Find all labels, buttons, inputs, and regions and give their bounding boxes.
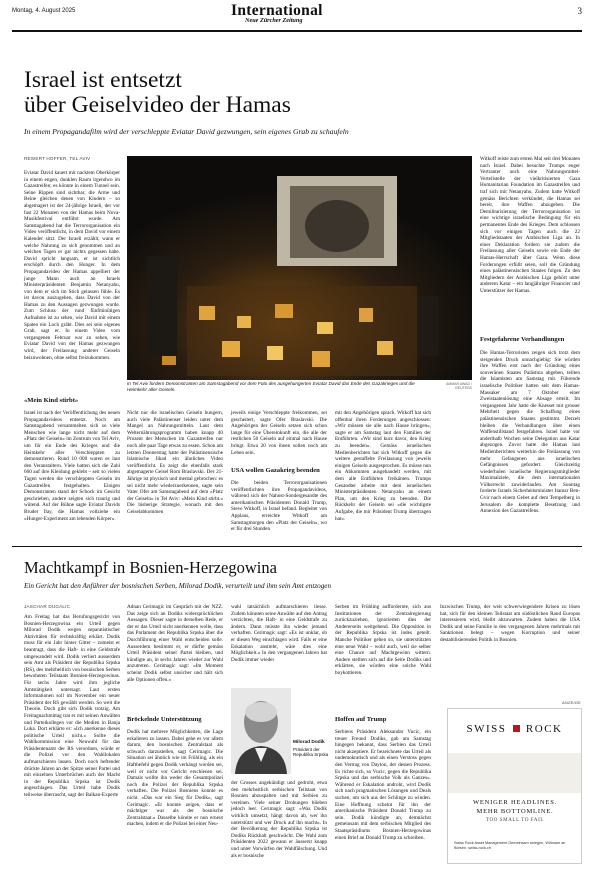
dodik-portrait — [231, 688, 331, 776]
ad-line1: WENIGER HEADLINES. — [472, 799, 558, 806]
section-title: International — [231, 2, 323, 19]
article1-headline-line2: über Geiselvideo der Hamas — [24, 92, 291, 118]
article2-col2-heading: Bröckelnde Unterstützung — [127, 716, 202, 723]
masthead-rule — [12, 30, 582, 32]
ad-image-block — [448, 753, 581, 793]
article1-col1-bottom: Israel ist nach der Veröffentlichung des neuen Propagandavideos entsetzt. Noch am Samstagabend versammelten sich so viele Menschen wie lange nicht mehr auf dem «Platz der Geiseln» im Zentrum von Tel Aviv, um für ein Ende des Krieges und die Heimkehr aller Verschleppten zu demonstrieren. Rund 10 000 waren es laut den Veranstaltern. Viele hatten sich die Zahl 660 auf ihre Kleidung geklebt – seit so vielen Tagen werden die verschleppten Geiseln im Gazastreifen festgehalten. Einigen Demonstranten stand der Schock im Gesicht geschrieben, andere zeigten sich traurig und wütend. Auf der Bühne sagte Eviatar Davids Bruder Ilay, die Hamas vollziehe ein «Hunger-Experiment am lebenden Körper». — [24, 410, 120, 522]
article2-col5: Inzwischen Trump, der weit schwerwiegendere Krisen zu lösen hat, sich für den kleinen Teilstaat am südöstlichen Rand Europas interessieren wird, bleibt abzuwarten. Zudem haben die USA Dodik und seine Familie in den vergangenen Jahren mehrmals mit Sanktionen belegt – wegen Korruption und seiner destabilisierenden Politik in Bosnien. — [440, 604, 580, 643]
article2-col4: Serben im Frühling auffordernte, sich aus Institutionen der Zentralregierung zurückzuziehen, ignorierten dies der Andererseits weitgehend. Die Opposition in der Republika Srpska ist indes geteilt. Manche Politiker gehen so, sie unterstützten eine neue Wahl – wohl auch, weil sie selber eine Chance auf Machtgewinn wittern. Andere stellten sich auf die Seite Dodiks und erklärten, sie würden eine solche Wahl boykottieren. — [335, 604, 431, 676]
ad-text-block — [454, 799, 576, 823]
article2-col1: Am Freitag hat das Berufungsgericht von Bosnien-Herzegowina ein Urteil gegen Milorad Dodik wegen separatistischer Aktivitäten für rechtskräftig erklärt. Dodik muss für ein Jahr hinter Gitter – zumeist er beantragt, dass die Haft- in eine Geldstrafe umgewandelt wird. Dodik verliert ausserdem sein Amt als Präsident der Republika Srpska (RS), des mehrheitlich von bosnischen Serben bewohnten Teilstaats Bosnien-Herzegowinas. Für sechs Jahre wird ihm jegliche Amtstätigkeit untersagt. Laut ersten Informationen soll im November ein neuer Präsident der RS gewählt werden. So weit die Theorie. Doch gibt sich Dodik trotzig. Am Freitagnachmittag trat er mit seinen Anwälten und Parteikollegen vor die Medien in Banja Luka. Dort erklärte er: «Ich anerkenne dieses politische Urteil nicht.» Sollte die Wahlkommission eine Neuwahl für das Präsidentenamt der RS verordnen, würde er die Polizei vor den Wahllokalen aufmarschieren lassen. Doch noch heftender drückte Jahren an der Spitze seiner Partei und mit einzelnen Unterbrüchen auch der Macht in der Republika Srpska ist Dodik angeschlagen. Das Urteil habe Dodik teilweise überrascht, sagt der Balkan-Experte — [24, 614, 120, 799]
article1-col5-bottom: Die Hamas-Terroristen zeigen sich trotz dem steigenden Druck unnachgiebig: Sie würden ihre Waffen erst nach der Gründung eines souveränen Staates Palästina abgeben, teilten die Islamisten am Samstag mit. Führende israelische Politiker hatten seit dem Hamas-Massaker am 7 Oktober einer Zweistaatenlösung eine Absage erteilt. Im vergangenen Jahr hatte die Knesset mit grosser Mehrheit gegen die Schaffung eines palästinensischen Staates gestimmt. Derzeit bleiben die Verhandlungen über einen Waffenstillstand festgefahren. Israel hatte vor anderthalb Wochen seine Delegation aus Katar abgezogen. Zuvor hatte die Hamas laut Medienberichten weiterhin die Freilassung von mehr Gefangenen aus israelischen Gefängnissen gefordert. Gleichzeitig wiederholen israelische Regierungsmitglieder Maximalziele, die dem internationalen Völkerrecht zuwiderlaufen. Am Sonntag forderte Israels Sicherheitsminister Itamar Ben-Gvir nach einem Gebet auf dem Tempelberg in Jerusalem die komplette Besetzung und Annexion des Gazastreifens. — [480, 350, 580, 515]
article2-col4-heading: Hoffen auf Trump — [335, 716, 387, 723]
article1-col3: jeweils einige Verschleppte freikommen, sei gescheitert, sagte Ofer Braslavski. Die Angehörigen der Geiseln setzen sich schon lange für eine Übereinkunft ein, die alle der restlichen 50 Geiseln auf einmal nach Hause bringt. Etwa 20 von ihnen sollen noch am Leben sein. — [231, 410, 327, 456]
article1-byline: REWERT HOFFER, TEL AVIV — [24, 156, 91, 161]
article2-headline: Machtkampf in Bosnien-Herzegowina — [24, 558, 277, 577]
ad-logo — [448, 723, 581, 735]
article1-col1-top: Eviatar David kauert mit nacktem Oberkörper in einem engen, dunklen Raum irgendwo im Gazastreifen; es könnte in einem Tunnel sein. Seine Rippen sind sichtbar, die Arme und Beine gleichen denen von Kindern – so abgemagert ist der 24-jährige Israeli, der vor fast 22 Monaten von der Hamas beim Nova-Musikfestival entführt wurde. Am Samstagabend hat die Terrororganisation ein Video veröffentlicht, in dem David vor einem Kalender sitzt. Der Israeli erzählt, wann er welche Nahrung zu sich genommen und an welchen Tagen er gar nichts gegessen habe. David spricht langsam, er ist sichtlich erschöpft durch den Hunger. In dem Propagandavideo der Hamas appelliert der junge Mann auch an Israels Ministerpräsidenten Benjamin Netanyahu, von dem er sich im Stich gelassen fühle. Es ist davon auszugehen, dass David von der Hamas zu den Aussagen gezwungen wurde. Zum Schluss der rund fünfminütigen Aufnahme ist zu sehen, wie David mit einem Spaten ein Loch gräbt. Dies sei sein eigenes Grab, sagt er. In einem Video vom vergangenen Februar war zu sehen, wie Eviatar David von der Hamas gezwungen wird, der Freilassung anderer Geiseln beizuwohnen, ohne selbst freizukommen. — [24, 170, 120, 361]
article1-photo — [127, 156, 472, 380]
article1-col1-heading: «Mein Kind stirbt» — [24, 397, 79, 404]
ad-line2: MEHR BOTTOMLINE. — [476, 808, 554, 815]
article1-headline-line1: Israel ist entsetzt — [24, 67, 182, 93]
article2-col3: wahl tatsächlich aufmarschieren liesse. Zudem könnten seine Anwälte auf den Antrag verzichten, die Haft- in eine Geldstrafe zu ändern. Dann müsste ihn wieder jemand verhaften. Cerimagic sagt: «Es ist unklar, ob er diesen Weg einschlagen wird. Falls er eine Eskalation anstrebt, wäre dies eine Möglichkeit.» In den vergangenen Jahren hat Dodik immer wieder — [231, 604, 327, 663]
demonstration-photo-image — [127, 156, 472, 380]
article2-col4-bottom: Serbiens Präsident Aleksandar Vucic, ein treuer Freund Dodiks, gab am Samstag hingegen bekannt, dass Serbien das Urteil nicht akzeptiere. Er bezeichnete das Urteil als undemokratisch und als einen Verstoss gegen den Vertrag von Dayton, der dessen Prozess. Es richte sich, so Vucic, gegen die Republika Srpska und das serbische Volk als Ganzes». Während er Eskalation androht, wird Dodik sich nach pragmatischen Lösungen und Deals suchen, um sich aus der Schlinge zu winden. Eine Hoffnung scheint für ihn der amerikanische Präsident Donald Trump zu sein. Dodik kündigte an, demnächst gemeinsam mit dem serbischen Mitglied des Staatspräsidiums Bosnien-Herzegowinas einen Brief an Donald Trump zu schreiben. — [335, 729, 431, 841]
page-number: 3 — [577, 6, 582, 16]
article1-col5-heading: Festgefahrene Verhandlungen — [480, 336, 565, 343]
dodik-portrait-image — [231, 688, 291, 774]
swiss-rock-ad[interactable] — [447, 708, 582, 864]
article1-col3-bottom: Die beiden Terrororganisationen veröffentlichten ihre Propagandavideos, während sich der Nahost-Sondergesandte des amerikanischen Präsidenten Donald Trump, Steve Witkoff, in Israel befand. Begleitet von Applaus, erreichte Witkoff am Samstagmorgen den «Platz der Geiseln», wo er für drei Stunden — [231, 480, 327, 533]
article1-headline — [24, 68, 291, 118]
photo-caption-text: In Tel Aviv fordern Demonstranten am Samstagabend vor dem Foto des ausgehungerten Eviatar David das Ende des Gazakrieges und die Heimkehr aller Geiseln. — [127, 381, 415, 392]
ad-footer: Swiss Rock Asset Management Gemeinsam anlegen, Wirksam an Börsen. swiss-rock.ch — [454, 841, 566, 850]
ad-brand-left: SWISS — [466, 723, 507, 735]
article2-col2-bottom: Dodik hat mehrere Möglichkeiten, die Lage eskalieren zu lassen. Dabei gehe es vor allem darum, den bosnischen Zentralstaat als schwach darzustellen, sagt Cerimagic. Die Situation sei ähnlich wie im Frühling, als ein Haftbefehl gegen Dodik verhängt worden sei, weil er nicht vor Gericht erschienen sei. Damals wollte ihn weder die Gesamtpolizei noch die Polizei der Republika Srpska verhaften. Die Polizei Bosniens konnte es nicht. «Das war ein Sieg für Dodik», sagt Cerimagic. «Er konnte zeigen, dass er mächtiger war als der bosnische Zentralstaat.» Dasselbe könnte er nun erneut machen, indem er die Polizei bei einer Neu- — [127, 729, 223, 828]
portrait-name: Milorad Dodik — [293, 740, 325, 745]
photo-credit: AMMAR AWAD / REUTERS — [446, 382, 472, 390]
article-divider — [12, 546, 582, 547]
article2-col3-bottom: der Grosses angekündigt und gedroht, etwa den mehrheitlich serbischen Teilstaat von Bosnien abzuspalten und mit Serbien zu vereinen. Viele seiner Drohungen blieben jedoch leer. Cerimagic sagt: «Was Dodik wirklich umsetzt, hängt davon ab, wer ihn unterstützt und wer Druck auf ihn macht». In der Bevölkerung der Republika Srpska ist Dodiks Rückhalt geschwächt. Die Wahl zum Präsidenten 2022 gewann er äusserst knapp und unter Vorwürfen der Wahlfälschung. Und als er bosnische — [231, 780, 327, 859]
article1-col5-top: Witkoff reiste zum ersten Mal seit drei Monaten nach Israel. Dabei besuchte Trumps enger Vertrauter auch eine Nahrungsmittel-Verteilstelle der vielkritisierten Gaza Humanitarian Foundation im Gazastreifen und traf sich mit Netanyahu. Zudem hatte Witkoff gemäss Berichten verkündet, die Hamas sei bereit, ihre Waffen abzugeben. Die Demilitarisierung der Terrororganisation ist eine wichtige israelische Bedingung für ein permanentes Ende des Krieges. Dem schlossen sich vor einigen Tagen auch die 22 Mitgliedstaaten der Arabischen Liga an. In einer Deklaration fordern sie zudem die Freilassung aller Geiseln sowie ein Ende der Hamas-Herrschaft über Gaza. Wenn diese Forderungen erfüllt seien, soll die Gründung eines palästinensischen Staates folgen. Zu den Mitgliedern der Arabischen Liga gehört unter anderem Katar – ein langjähriger Financier und Unterstützer der Hamas. — [480, 156, 580, 294]
photo-caption — [127, 381, 427, 392]
article1-subtitle: In einem Propagandafilm wird der verschleppte Eviatar David gezwungen, sein eigenes Grab zu schaufeln — [24, 127, 349, 136]
ad-line3: TOO SMALL TO FAIL — [485, 818, 545, 823]
issue-date: Montag, 4. August 2025 — [12, 8, 76, 14]
article1-col4: mit den Angehörigen sprach. Witkoff hat sich offenbar ihren Forderungen angeschlossen: «Wir müssen sie alle nach Hause bringen», sagte er am Samstag laut den Familien der Entführten. «Wir sind kurz davor, den Krieg zu beenden». Gemäss israelischen Medienberichten hat sich Witkoff gegen die weitere gestaffelte Freilassung von jeweils einigen Geiseln ausgesprochen. Es müsse nun ein Abkommen ausgehandelt werden, mit dem alle Entführten freikämen. Trumps Gesandter arbeite mit dem israelischen Ministerpräsidenten Netanyahu an einem Plan, um den Krieg zu beenden. Die Rückkehr der Geiseln sei «die wichtigste Aufgabe, die mir Präsident Trump übertragen hat». — [335, 410, 431, 522]
masthead — [12, 4, 582, 26]
article1-col3-heading: USA wollen Gazakrieg beenden — [231, 467, 320, 474]
article2-byline: JASCHAR DUGALIC — [24, 604, 71, 609]
article2-subtitle: Ein Gericht hat den Anführer der bosnischen Serben, Milorad Dodik, verurteilt und ihm sein Amt entzogen — [24, 582, 332, 590]
article2-col2: Adnan Cerimagic im Gespräch mit der NZZ. Das zeige sich an Dodiks widersprüchlichen Aussagen. Dieser sagte in derselben Rede, er der er das Urteil nicht anerkennen wolle, dass das Parlament der Republika Srpska über die Durchführung einer Wahl entscheiden solle. Ausserdem bestimmt er, er dürfte gemäss Urteil Präsident seiner Partei bleiben, und kündigte an, in sechs Jahren wieder zur Wahl anzutreten. Cerimagic sagt: «Im Moment scheint Dodik selbst unsicher und hält sich alle Optionen offen.» — [127, 604, 223, 683]
newspaper-name: Neue Zürcher Zeitung — [245, 17, 303, 24]
ad-label: ANZEIGE — [562, 700, 581, 705]
portrait-role: Präsident der Republika Srpska — [293, 747, 329, 758]
ad-logo-mark-icon — [513, 725, 520, 732]
article1-col2: Nicht nur die israelischen Geiseln hungern, auch viele Palästinenser leiden unter dem Mangel an Nahrungsmitteln. Laut dem Welternährungsprogramm haben knapp 40 Prozent der Menschen im Gazastreifen nur noch alle paar Tage etwas zu essen. Schon am letzten Donnerstag hatte der Palästinensische Islamische Jihad ein ähnliches Video veröffentlicht. Es zeigt die ebenfalls stark abgemagerte Geisel Rom Braslavski. Der 21-Jährige ist physisch und mental gebrochen: es sei nicht mehr wiederzuerkennen, sagte sein Vater Ofer am Samstagabend auf dem «Platz der Geiseln» in Tel Aviv: «Mein Kind stirbt.» Die bisherige Strategie, wonach mit den Geiselabkommen — [127, 410, 223, 515]
ad-brand-right: ROCK — [525, 723, 563, 735]
